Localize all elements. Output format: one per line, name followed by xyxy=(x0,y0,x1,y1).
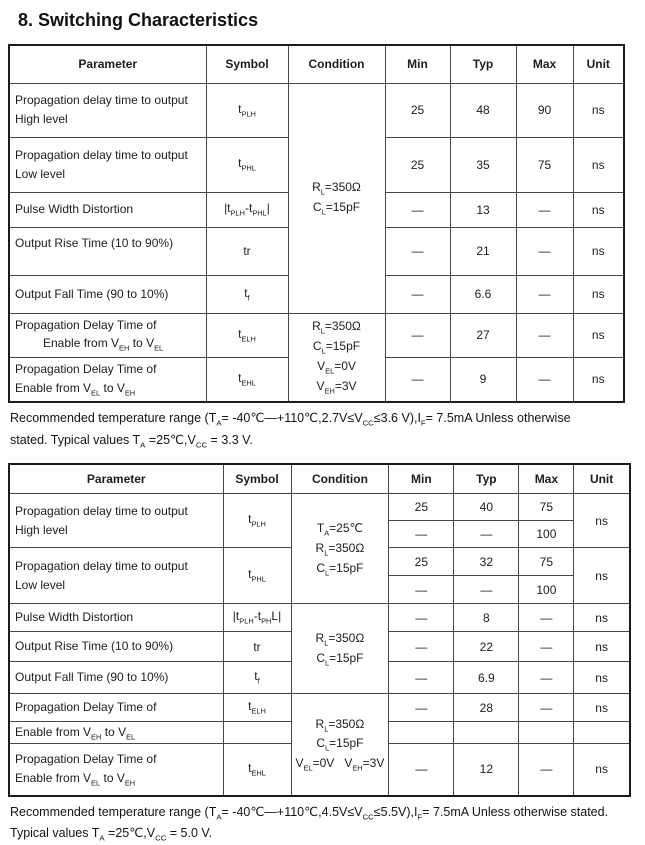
unit-cell: ns xyxy=(574,662,630,694)
param-line: Enable from $V_{EL}$ to $V_{EH}$ xyxy=(15,380,136,397)
symbol-cell: $t_f$ xyxy=(223,662,291,694)
param-cell: Pulse Width Distortion xyxy=(9,192,206,227)
symbol-cell: $t_{ELH}$ xyxy=(223,694,291,722)
param-line: Propagation delay time to output xyxy=(15,504,188,519)
param-cell: Output Rise Time (10 to 90%) xyxy=(9,632,223,662)
max-cell: — xyxy=(516,313,573,357)
switching-characteristics-table-1 xyxy=(8,44,625,403)
typ-cell: 35 xyxy=(450,137,516,192)
param-line: Propagation delay time to output xyxy=(15,147,188,162)
param-cell xyxy=(9,744,223,796)
condition-line: $R_L=350\Omega$ xyxy=(315,540,365,558)
header-typ: Typ xyxy=(454,464,519,494)
param-cell: Output Rise Time (10 to 90%) xyxy=(9,227,206,275)
param-cell: Enable from $V_{EH}$ to $V_{EL}$ xyxy=(9,722,223,744)
condition-line: $R_L=350\Omega$ xyxy=(312,180,361,197)
symbol-cell: $t_f$ xyxy=(206,275,288,313)
param-line: Propagation Delay Time of xyxy=(15,317,157,332)
typ-cell: 13 xyxy=(450,192,516,227)
condition-line: $V_{EH}=3V$ xyxy=(316,379,357,396)
condition-line: $R_L=350\Omega$ xyxy=(315,716,365,733)
min-cell: 25 xyxy=(389,494,454,521)
symbol-cell: $t_{EHL}$ xyxy=(206,357,288,402)
symbol-cell: $t_{PHL}$ xyxy=(206,137,288,192)
param-line: Propagation Delay Time of xyxy=(15,362,157,376)
symbol-cell: $t_{PHL}$ xyxy=(223,548,291,604)
param-line: Propagation Delay Time of xyxy=(15,752,157,767)
table-row xyxy=(9,494,630,521)
min-cell: 25 xyxy=(385,83,450,137)
symbol-cell: $|t_{PLH}-t_{PHL}|$ xyxy=(206,192,288,227)
min-cell: — xyxy=(385,357,450,402)
min-cell: — xyxy=(389,632,454,662)
condition-cell xyxy=(291,494,389,604)
header-max: Max xyxy=(516,45,573,83)
page-title: 8. Switching Characteristics xyxy=(18,10,259,30)
unit-cell: ns xyxy=(574,548,630,604)
typ-cell: 21 xyxy=(450,227,516,275)
condition-line: $C_L=15pF$ xyxy=(312,200,361,217)
min-cell: — xyxy=(385,313,450,357)
symbol-cell: $t_{EHL}$ xyxy=(223,744,291,796)
max-cell: 75 xyxy=(516,137,573,192)
symbol-cell: $t_{PLH}$ xyxy=(206,83,288,137)
min-cell: — xyxy=(389,744,454,796)
unit-cell: ns xyxy=(573,357,624,402)
max-cell: 75 xyxy=(519,494,574,521)
max-cell: 100 xyxy=(519,521,574,548)
unit-cell: ns xyxy=(573,137,624,192)
unit-cell: ns xyxy=(573,83,624,137)
header-unit: Unit xyxy=(573,45,624,83)
empty-cell xyxy=(223,722,291,744)
param-cell xyxy=(9,357,206,402)
condition-line: $C_L=15pF$ xyxy=(316,560,364,577)
header-unit: Unit xyxy=(574,464,630,494)
param-line: Enable from $V_{EL}$ to $V_{EH}$ xyxy=(15,770,136,788)
param-cell xyxy=(9,494,223,548)
note-line: Recommended temperature range ($T_A=$ $-40℃—+110℃,4.5V\le V_{CC}\le 5.5V),I_F= 7.5mA$ Unless otherwise stated. xyxy=(10,804,609,822)
symbol-cell: tr xyxy=(223,632,291,662)
header-typ: Typ xyxy=(450,45,516,83)
unit-cell: ns xyxy=(574,694,630,722)
min-cell: 25 xyxy=(385,137,450,192)
typ-cell: 8 xyxy=(454,604,519,632)
condition-line: $C_L=15pF$ xyxy=(316,736,364,753)
empty-cell xyxy=(454,722,519,744)
param-line: Enable from $V_{EH}$ to $V_{EL}$ xyxy=(43,336,164,353)
note-line: stated. Typical values $T_A$ $=25℃,V_{CC} = 3.3$ V. xyxy=(10,432,253,450)
max-cell: 90 xyxy=(516,83,573,137)
max-cell: — xyxy=(516,357,573,402)
typ-cell: 12 xyxy=(454,744,519,796)
unit-cell: ns xyxy=(574,494,630,548)
typ-cell: 32 xyxy=(454,548,519,576)
typ-cell: 22 xyxy=(454,632,519,662)
table-row xyxy=(9,83,624,137)
param-cell: Output Fall Time (90 to 10%) xyxy=(9,662,223,694)
typ-cell: 6.9 xyxy=(454,662,519,694)
max-cell: — xyxy=(519,694,574,722)
typ-cell: 48 xyxy=(450,83,516,137)
max-cell: — xyxy=(519,744,574,796)
unit-cell: ns xyxy=(574,632,630,662)
unit-cell: ns xyxy=(573,313,624,357)
max-cell: — xyxy=(519,662,574,694)
unit-cell: ns xyxy=(574,744,630,796)
param-line: High level xyxy=(15,112,68,126)
symbol-cell: tr xyxy=(206,227,288,275)
unit-cell: ns xyxy=(573,227,624,275)
param-cell xyxy=(9,313,206,357)
unit-cell: ns xyxy=(574,604,630,632)
param-line: Propagation delay time to output xyxy=(15,93,188,108)
min-cell: — xyxy=(389,694,454,722)
table-header-row xyxy=(9,45,624,83)
table-header-row xyxy=(9,464,630,494)
min-cell: — xyxy=(389,521,454,548)
condition-cell xyxy=(291,694,389,796)
min-cell: — xyxy=(389,576,454,604)
header-symbol: Symbol xyxy=(223,464,291,494)
header-symbol: Symbol xyxy=(206,45,288,83)
typ-cell: 6.6 xyxy=(450,275,516,313)
condition-line: $V_{EL}=0V$ $V_{EH}=3V$ xyxy=(295,756,385,773)
min-cell: — xyxy=(385,275,450,313)
typ-cell: 28 xyxy=(454,694,519,722)
param-cell: Pulse Width Distortion xyxy=(9,604,223,632)
min-cell: — xyxy=(389,662,454,694)
empty-cell xyxy=(519,722,574,744)
header-min: Min xyxy=(389,464,454,494)
min-cell: — xyxy=(385,192,450,227)
condition-line: $C_L=15pF$ xyxy=(316,650,364,668)
condition-line: $R_L=350\Omega$ xyxy=(312,319,361,336)
param-line: Low level xyxy=(15,577,66,592)
condition-cell xyxy=(288,313,385,402)
max-cell: — xyxy=(519,632,574,662)
condition-line: $V_{EL}=0V$ xyxy=(317,359,356,376)
min-cell: 25 xyxy=(389,548,454,576)
symbol-cell: $|t_{PLH}-t_{PH}L|$ xyxy=(223,604,291,632)
max-cell: 75 xyxy=(519,548,574,576)
min-cell: — xyxy=(385,227,450,275)
condition-cell xyxy=(291,604,389,694)
table-row xyxy=(9,313,624,357)
condition-line: $R_L=350\Omega$ xyxy=(315,630,365,648)
param-line: Propagation delay time to output xyxy=(15,559,188,574)
switching-characteristics-table-2 xyxy=(8,463,631,797)
header-parameter: Parameter xyxy=(9,45,206,83)
condition-line: $T_A=25℃$ xyxy=(316,520,363,538)
symbol-cell: $t_{ELH}$ xyxy=(206,313,288,357)
param-cell xyxy=(9,83,206,137)
typ-cell: 27 xyxy=(450,313,516,357)
unit-cell: ns xyxy=(573,275,624,313)
empty-cell xyxy=(389,722,454,744)
param-line: High level xyxy=(15,522,68,537)
unit-cell: ns xyxy=(573,192,624,227)
max-cell: — xyxy=(516,275,573,313)
max-cell: — xyxy=(519,604,574,632)
header-min: Min xyxy=(385,45,450,83)
table-row xyxy=(9,604,630,632)
table-row xyxy=(9,694,630,722)
typ-cell: 9 xyxy=(450,357,516,402)
param-cell: Output Fall Time (90 to 10%) xyxy=(9,275,206,313)
header-condition: Condition xyxy=(288,45,385,83)
condition-cell xyxy=(288,83,385,313)
max-cell: 100 xyxy=(519,576,574,604)
max-cell: — xyxy=(516,227,573,275)
typ-cell: — xyxy=(454,521,519,548)
header-parameter: Parameter xyxy=(9,464,223,494)
typ-cell: — xyxy=(454,576,519,604)
empty-cell xyxy=(574,722,630,744)
param-cell: Propagation Delay Time of xyxy=(9,694,223,722)
header-condition: Condition xyxy=(291,464,389,494)
note-line: Typical values $T_A$ $=25℃,V_{CC} = 5.0$ V. xyxy=(10,826,213,843)
typ-cell: 40 xyxy=(454,494,519,521)
symbol-cell: $t_{PLH}$ xyxy=(223,494,291,548)
header-max: Max xyxy=(519,464,574,494)
note-line: Recommended temperature range ($T_A=$ $-40℃—+110℃,2.7V\le V_{CC}\le 3.6$ $V),I_F= 7.5mA$ Unless otherwise xyxy=(10,411,571,428)
param-cell xyxy=(9,548,223,604)
note-table-2 xyxy=(10,802,642,845)
note-table-1 xyxy=(10,408,642,452)
min-cell: — xyxy=(389,604,454,632)
condition-line: $C_L=15pF$ xyxy=(312,339,361,356)
param-line: Low level xyxy=(15,166,66,181)
param-cell xyxy=(9,137,206,192)
max-cell: — xyxy=(516,192,573,227)
